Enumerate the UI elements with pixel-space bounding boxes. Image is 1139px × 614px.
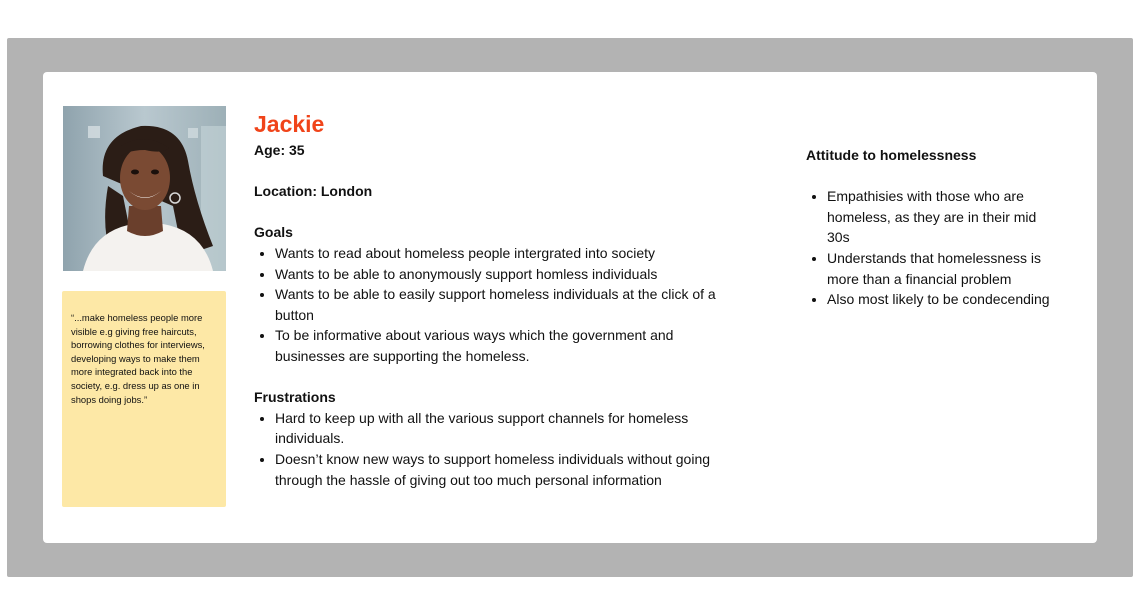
- list-item: • Doesn’t know new ways to support homeless individuals without going through the hassle of giving out too much personal information: [275, 449, 744, 490]
- persona-card: [43, 72, 1097, 543]
- attitude-heading: Attitude to homelessness: [806, 147, 977, 163]
- persona-location: Location: London: [254, 183, 373, 200]
- list-item: • To be informative about various ways which the government and businesses are supporting the homeless.: [275, 325, 744, 366]
- frustrations-list: [254, 408, 744, 490]
- persona-name: Jackie: [254, 111, 325, 137]
- attitude-section: [806, 145, 1056, 310]
- list-item: • Empathisies with those who are homeless, as they are in their mid 30s: [827, 186, 1056, 248]
- attitude-list: [806, 186, 1056, 310]
- persona-age: Age: 35: [254, 142, 305, 158]
- persona-quote: “...make homeless people more visible e.g giving free haircuts, borrowing clothes for interviews, developing ways to make them more integrated back into the society, e.g. dress up as one in shops doing jobs.”: [62, 291, 226, 507]
- portrait-image: [63, 106, 226, 271]
- list-item: • Wants to be able to easily support homeless individuals at the click of a button: [275, 284, 744, 325]
- list-item: • Understands that homelessness is more than a financial problem: [827, 248, 1056, 289]
- goals-heading: Goals: [254, 224, 293, 241]
- goals-list: [254, 243, 744, 367]
- list-item: • Wants to be able to anonymously support homless individuals: [275, 264, 744, 285]
- frustrations-heading: Frustrations: [254, 389, 336, 406]
- persona-details: [254, 110, 744, 490]
- list-item: • Also most likely to be condecending: [827, 289, 1056, 310]
- persona-photo: [63, 106, 226, 271]
- list-item: • Wants to read about homeless people intergrated into society: [275, 243, 744, 264]
- list-item: • Hard to keep up with all the various support channels for homeless individuals.: [275, 408, 744, 449]
